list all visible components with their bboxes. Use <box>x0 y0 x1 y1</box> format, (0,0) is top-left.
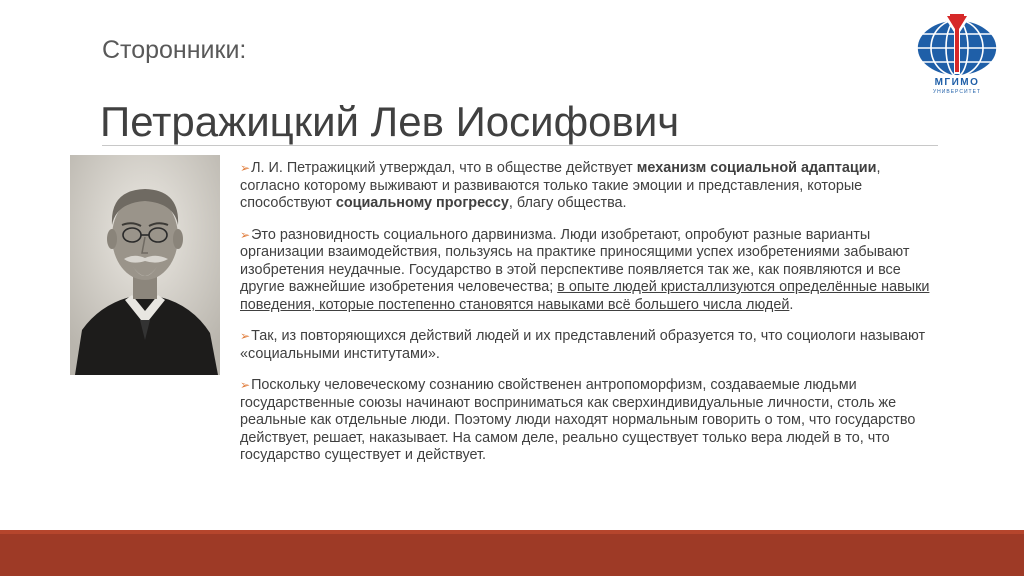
text-segment: , благу общества. <box>508 195 627 211</box>
slide-subtitle: Сторонники: <box>102 36 247 64</box>
text-segment: . <box>789 296 794 313</box>
mgimo-logo <box>914 12 1000 96</box>
paragraph-3 <box>240 328 940 363</box>
title-divider <box>102 145 938 146</box>
bold-term: механизм социальной адаптации <box>636 160 877 176</box>
slide-title: Петражицкий Лев Иосифович <box>100 98 680 145</box>
arrow-bullet-icon: ➢ <box>240 161 251 175</box>
portrait-image <box>70 155 220 375</box>
text-segment: Это разновидность социального дарвинизма. Люди изобретают, опробуют разные варианты организации взаимодействия, пользуясь на практике приносящими успех изобретениями забывают изобретения неудачные. Государство в этой перспективе появляется так же, как появляются и все другие важнейшие изобретения человечества; <box>240 226 910 295</box>
paragraph-2 <box>240 227 940 315</box>
content-text <box>240 160 940 479</box>
underlined-text: в опыте людей кристаллизуются определённые навыки поведения, которые постепенно становятся навыками всё большего числа людей <box>240 279 930 313</box>
arrow-bullet-icon: ➢ <box>240 378 251 392</box>
logo-subtext: УНИВЕРСИТЕТ <box>933 89 981 95</box>
bold-term: социальному прогрессу <box>335 195 509 211</box>
text-segment: Л. И. Петражицкий утверждал, что в обществе действует <box>251 160 637 176</box>
arrow-bullet-icon: ➢ <box>240 329 251 343</box>
paragraph-1 <box>240 160 940 213</box>
portrait-photo <box>70 155 220 375</box>
text-segment: , согласно которому выживают и развиваются только такие эмоции и представления, которые способствуют <box>240 160 881 211</box>
arrow-bullet-icon: ➢ <box>240 227 251 242</box>
footer-bar-highlight <box>0 530 1024 534</box>
text-segment: Поскольку человеческому сознанию свойственен антропоморфизм, создаваемые людьми государственные союзы начинают восприниматься как сверхиндивидуальные личности, столь же реальные как отдельные люди. Поэтому люди находят нормальным говорить о том, что государство действует, решает, наказывает. На самом деле, реально существует только вера людей в то, что государство существует и действует. <box>240 377 916 463</box>
footer-bar <box>0 530 1024 576</box>
logo-text: МГИМО <box>934 77 980 88</box>
text-segment: Так, из повторяющихся действий людей и их представлений образуется то, что социологи называют «социальными институтами». <box>240 328 926 362</box>
paragraph-4 <box>240 377 940 465</box>
